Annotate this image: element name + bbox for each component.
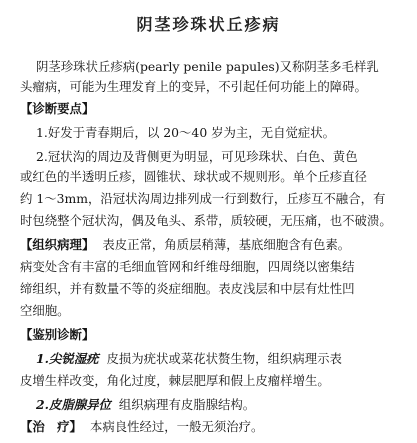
- diagnosis-point-2-line-4: 时包绕整个冠状沟，偶及龟头、系带，质较硬，无压痛，也不破溃。: [20, 213, 392, 228]
- diagnosis-point-2-line-3: 约 1～3mm，沿冠状沟周边排列成一行到数行，丘疹互不融合，有: [20, 191, 386, 206]
- diagnosis-point-2-line-1: 2.冠状沟的周边及背侧更为明显，可见珍珠状、白色、黄色: [36, 149, 358, 164]
- diagnosis-point-2-line-2: 或红色的半透明丘疹，圆锥状、球状或不规则形。单个丘疹直径: [20, 169, 367, 184]
- diagnosis-heading: 【诊断要点】: [20, 101, 95, 116]
- treatment-heading: 【治 疗】: [20, 419, 82, 434]
- intro-line-2: 头瘤病，可能为生理发育上的变异，不引起任何功能上的障碍。: [20, 79, 367, 94]
- differential-item-1-text: 皮损为疣状或菜花状赘生物，组织病理示表: [106, 351, 342, 366]
- pathology-line-1-text: 表皮正常，角质层稍薄，基底细胞含有色素。: [102, 237, 351, 252]
- pathology-heading: 【组织病理】: [20, 237, 95, 252]
- differential-heading: 【鉴别诊断】: [20, 327, 95, 342]
- diagnosis-point-1: 1.好发于青春期后，以 20～40 岁为主，无自觉症状。: [36, 125, 336, 140]
- pathology-line-1: [20, 236, 400, 254]
- pathology-line-3: 缔组织，并有数量不等的炎症细胞。表皮浅层和中层有灶性凹: [20, 281, 355, 296]
- differential-item-2-name: 2.皮脂腺异位: [36, 397, 111, 412]
- pathology-line-4: 空细胞。: [20, 303, 70, 318]
- pathology-line-2: 病变处含有丰富的毛细血管网和纤维母细胞，四周绕以密集结: [20, 259, 355, 274]
- page-title: 阴茎珍珠状丘疹病: [136, 15, 281, 34]
- differential-item-1-line-2: 皮增生样改变，角化过度，棘层肥厚和假上皮瘤样增生。: [20, 373, 330, 388]
- differential-item-1-line-1: [36, 350, 400, 368]
- differential-item-2-text: 组织病理有皮脂腺结构。: [118, 397, 256, 412]
- treatment-line: [20, 418, 400, 436]
- treatment-text: 本病良性经过，一般无须治疗。: [89, 419, 264, 434]
- differential-item-1-name: 1.尖锐湿疣: [36, 351, 99, 366]
- differential-item-2: [36, 396, 400, 414]
- intro-line-1: 阴茎珍珠状丘疹病(pearly penile papules)又称阴茎多毛样乳: [36, 59, 379, 74]
